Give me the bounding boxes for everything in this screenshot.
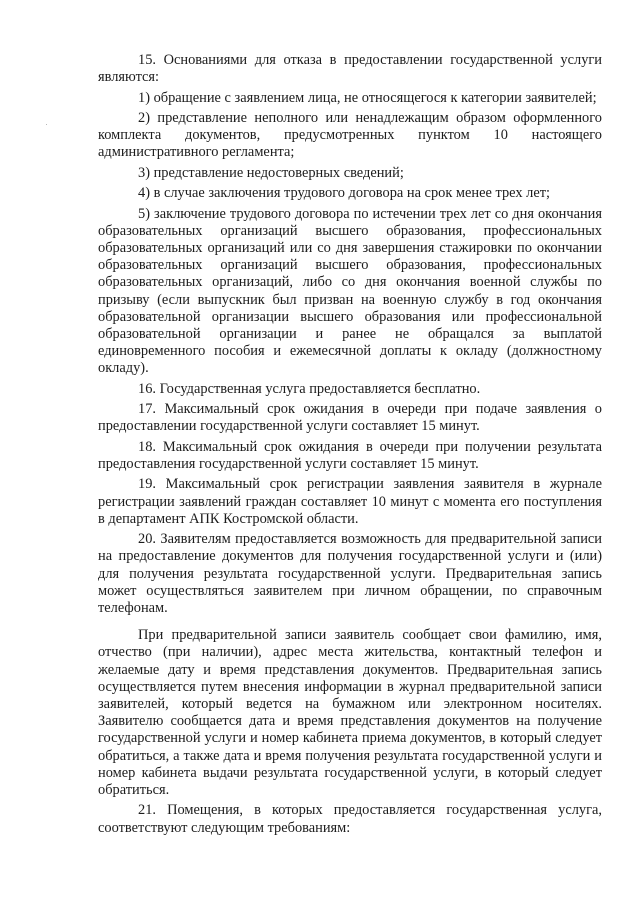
document-body xyxy=(98,52,602,840)
paragraph-20: 20. Заявителям предоставляется возможность для предварительной записи на предоставление документов для получения государственной услуги и (или) для получения результата государственной услуги. Предварительная запись может осуществляться заявителем при личном обращении, по справочным телефонам. xyxy=(98,531,602,616)
paragraph-15-item-2: 2) представление неполного или ненадлежащим образом оформленного комплекта документов, предусмотренных пунктом 10 настоящего административного регламента; xyxy=(98,109,602,161)
scan-speck xyxy=(46,124,47,125)
paragraph-15-item-1: 1) обращение с заявлением лица, не относящегося к категории заявителей; xyxy=(138,89,597,106)
paragraph-15-item-3: 3) представление недостоверных сведений; xyxy=(138,164,404,181)
paragraph-21: 21. Помещения, в которых предоставляется государственная услуга, соответствуют следующим требованиям: xyxy=(98,802,602,836)
paragraph-18: 18. Максимальный срок ожидания в очереди при получении результата предоставления государственной услуги составляет 15 минут. xyxy=(98,438,602,472)
paragraph-19: 19. Максимальный срок регистрации заявления заявителя в журнале регистрации заявлений граждан составляет 10 минут с момента его поступления в департамент АПК Костромской области. xyxy=(98,476,602,527)
paragraph-15-item-4: 4) в случае заключения трудового договора на срок менее трех лет; xyxy=(138,185,551,202)
paragraph-20-preliminary-record: При предварительной записи заявитель сообщает свои фамилию, имя, отчество (при наличии), адрес места жительства, контактный телефон и желаемые дату и время представления документов. Предварительная запись осуществляется путем внесения информации в журнал предварительной записи заявителей, который ведется на бумажном или электронном носителях. Заявителю сообщается дата и время представления документов на получение государственной услуги и номер кабинета приема документов, в который следует обратиться, а также дата и время получения результата государственной услуги и номер кабинета выдачи результата государственной услуги, в который следует обратиться. xyxy=(98,627,602,798)
paragraph-15: 15. Основаниями для отказа в предоставлении государственной услуги являются: xyxy=(98,52,602,86)
paragraph-17: 17. Максимальный срок ожидания в очереди при подаче заявления о предоставлении государственной услуги составляет 15 минут. xyxy=(98,401,602,435)
paragraph-16: 16. Государственная услуга предоставляется бесплатно. xyxy=(138,380,481,397)
paragraph-15-item-5: 5) заключение трудового договора по истечении трех лет со дня окончания образовательных организаций высшего образования, профессиональных образовательных организаций или со дня завершения стажировки по окончании образовательных организаций высшего образования, профессиональных образовательных организаций, либо со дня окончания военной службы по призыву (если выпускник был призван на военную службу в год окончания образовательной организации высшего образования или профессиональной образовательной организации и ранее не обращался за выплатой единовременного пособия и ежемесячной доплаты к окладу (должностному окладу). xyxy=(98,205,602,377)
